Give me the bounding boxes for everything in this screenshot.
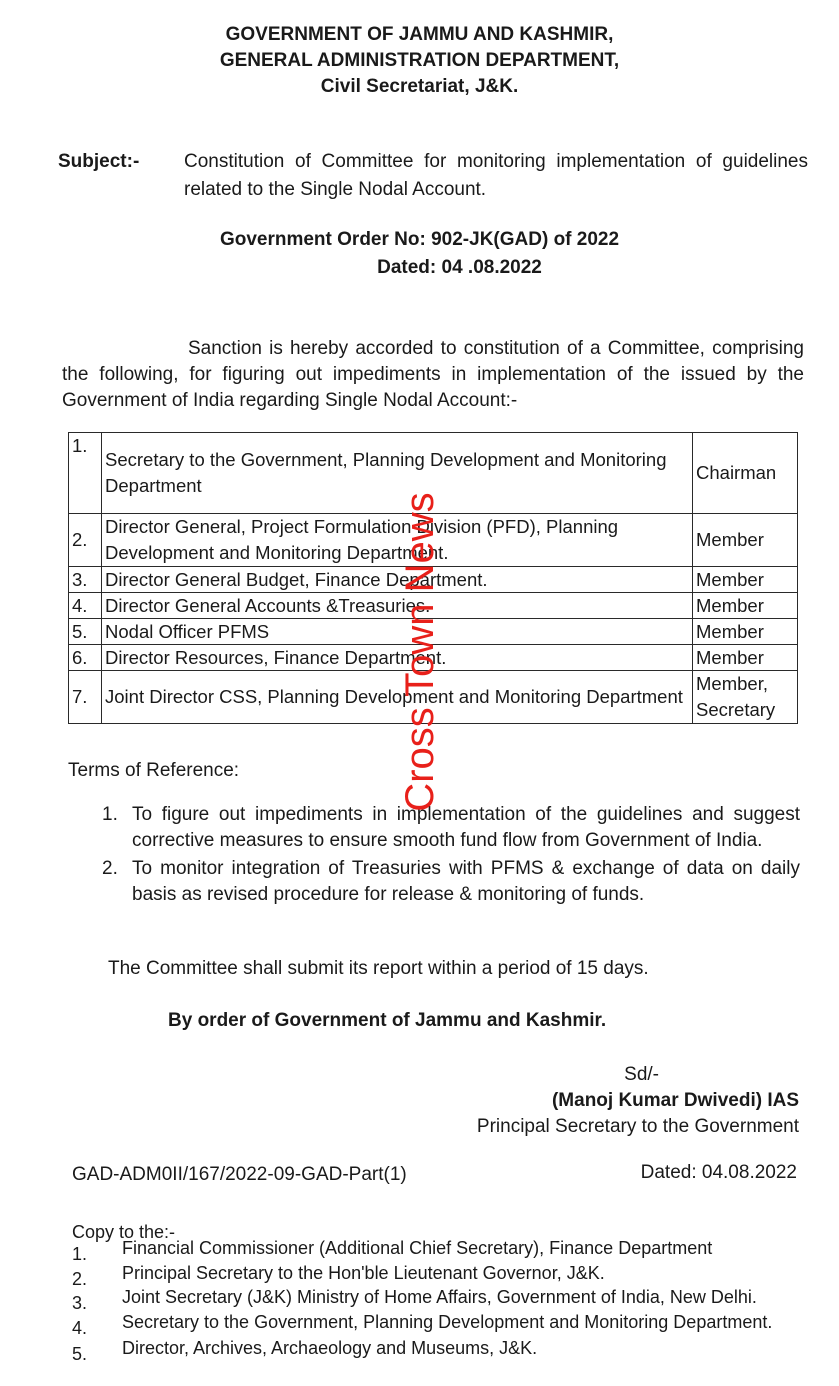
- term-text: To figure out impediments in implementation of the guidelines and suggest corrective measures to ensure smooth fund flow from Government of India.: [132, 804, 800, 851]
- reference-number: GAD-ADM0II/167/2022-09-GAD-Part(1): [72, 1164, 407, 1185]
- table-row: [69, 619, 798, 645]
- copy-number: 3.: [72, 1293, 88, 1313]
- copy-text: Secretary to the Government, Planning Development and Monitoring Department.: [122, 1311, 773, 1332]
- list-item: [96, 856, 800, 908]
- table-row: [69, 514, 798, 567]
- header-line-1: GOVERNMENT OF JAMMU AND KASHMIR,: [225, 24, 614, 45]
- signature-block: [477, 1062, 799, 1140]
- member-role: Member: [693, 645, 798, 671]
- member-name: Joint Director CSS, Planning Development and Monitoring Department: [102, 671, 693, 724]
- copy-text: Joint Secretary (J&K) Ministry of Home Affairs, Government of India, New Delhi.: [122, 1287, 757, 1307]
- copy-to-heading: Copy to the:-: [72, 1222, 176, 1242]
- header-line-2: GENERAL ADMINISTRATION DEPARTMENT,: [219, 50, 620, 71]
- member-role: Chairman: [693, 433, 798, 514]
- submit-statement: The Committee shall submit its report within a period of 15 days.: [108, 958, 649, 979]
- signature-sd: Sd/-: [624, 1064, 659, 1085]
- list-item: [72, 1261, 800, 1289]
- member-role: Member, Secretary: [693, 671, 798, 724]
- member-number: 1.: [69, 433, 102, 514]
- subject-text: Constitution of Committee for monitoring implementation of guidelines related to the Single Nodal Account.: [184, 151, 808, 200]
- term-number: 2.: [102, 858, 118, 879]
- list-item: [72, 1236, 800, 1264]
- order-number: Government Order No: 902-JK(GAD) of 2022: [219, 229, 620, 250]
- member-role: Member: [693, 514, 798, 567]
- signatory-name: (Manoj Kumar Dwivedi) IAS: [551, 1090, 799, 1111]
- list-item: [96, 802, 800, 854]
- by-order-line: By order of Government of Jammu and Kashmir.: [168, 1010, 607, 1031]
- reference-date: Dated: 04.08.2022: [640, 1162, 797, 1183]
- term-number: 1.: [102, 804, 118, 825]
- table-row: [69, 567, 798, 593]
- copy-number: 5.: [72, 1344, 88, 1364]
- member-name: Director Resources, Finance Department.: [102, 645, 693, 671]
- member-number: 3.: [69, 567, 102, 593]
- header-line-3: Civil Secretariat, J&K.: [320, 76, 519, 97]
- committee-members-table: [68, 432, 798, 724]
- member-name: Director General Budget, Finance Department.: [102, 567, 693, 593]
- table-row: [69, 593, 798, 619]
- list-item: [72, 1285, 800, 1313]
- member-name: Director General, Project Formulation Division (PFD), Planning Development and Monitoring Department.: [102, 514, 693, 567]
- member-name: Director General Accounts &Treasuries.: [102, 593, 693, 619]
- member-role: Member: [693, 593, 798, 619]
- copy-number: 1.: [72, 1244, 88, 1264]
- table-row: [69, 433, 798, 514]
- copy-to-list: [72, 1236, 800, 1364]
- copy-number: 2.: [72, 1268, 88, 1289]
- copy-number: 4.: [72, 1317, 88, 1338]
- subject-block: [58, 148, 808, 204]
- table-row: [69, 645, 798, 671]
- document-header: [0, 22, 839, 100]
- member-number: 5.: [69, 619, 102, 645]
- table-row: [69, 671, 798, 724]
- list-item: [72, 1310, 800, 1338]
- intro-paragraph: Sanction is hereby accorded to constitution of a Committee, comprising the following, for figuring out impediments in implementation of the issued by the Government of India regarding Single Nodal Account:-: [62, 338, 804, 411]
- watermark-text: Cross Town News: [398, 492, 442, 812]
- member-number: 7.: [69, 671, 102, 724]
- term-text: To monitor integration of Treasuries with PFMS & exchange of data on daily basis as revised procedure for release & monitoring of funds.: [132, 858, 800, 905]
- member-name: Secretary to the Government, Planning Development and Monitoring Department: [102, 433, 693, 514]
- terms-list: [96, 802, 800, 910]
- list-item: [72, 1336, 800, 1364]
- copy-text: Principal Secretary to the Hon'ble Lieutenant Governor, J&K.: [122, 1262, 605, 1283]
- copy-text: Director, Archives, Archaeology and Museums, J&K.: [122, 1338, 538, 1358]
- member-role: Member: [693, 567, 798, 593]
- member-number: 4.: [69, 593, 102, 619]
- member-number: 2.: [69, 514, 102, 567]
- signatory-title: Principal Secretary to the Government: [476, 1116, 799, 1137]
- member-number: 6.: [69, 645, 102, 671]
- order-date: Dated: 04 .08.2022: [377, 257, 542, 278]
- terms-heading: Terms of Reference:: [68, 760, 240, 781]
- order-heading: [0, 226, 839, 282]
- member-role: Member: [693, 619, 798, 645]
- member-name: Nodal Officer PFMS: [102, 619, 693, 645]
- copy-text: Financial Commissioner (Additional Chief Secretary), Finance Department: [122, 1238, 713, 1258]
- subject-label: Subject:-: [58, 151, 140, 172]
